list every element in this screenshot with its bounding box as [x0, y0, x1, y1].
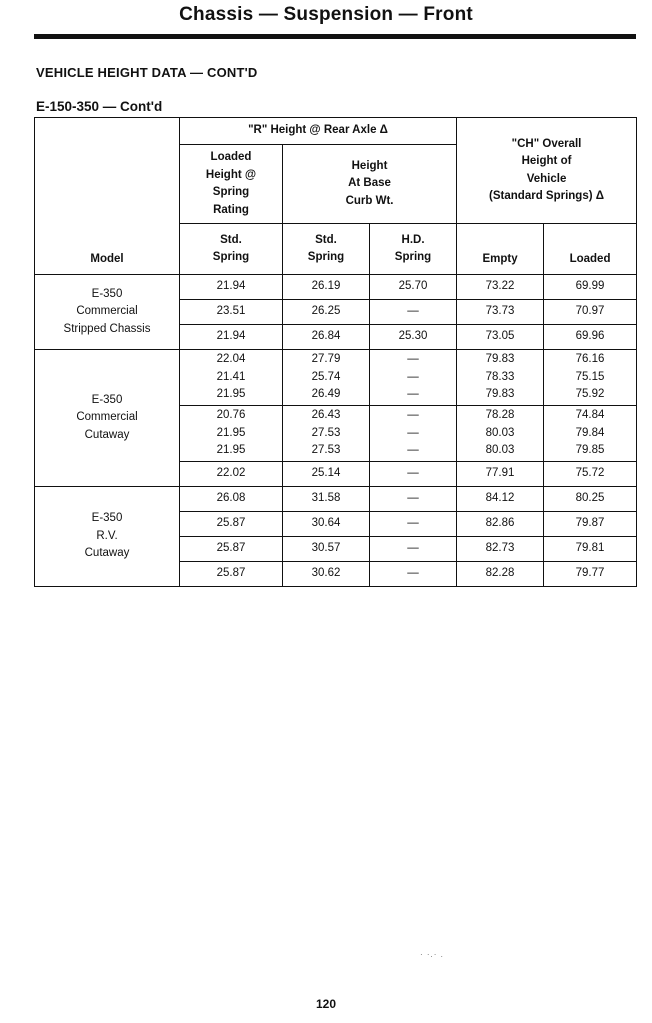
std-spring-2-cell — [283, 537, 370, 562]
text-line: 73.22 — [485, 280, 515, 293]
text-line: 79.83 — [485, 388, 515, 401]
text-line: — — [407, 567, 419, 580]
ch-empty-cell — [457, 350, 544, 406]
hd-spring-cell — [370, 350, 457, 406]
text-line: "CH" Overall — [511, 137, 582, 150]
text-line: 73.05 — [485, 330, 515, 343]
hd-spring-cell — [370, 300, 457, 325]
text-line: 69.99 — [575, 280, 605, 293]
ch-loaded-cell — [544, 487, 637, 512]
std-spring-2-cell — [283, 487, 370, 512]
text-line: — — [407, 370, 419, 383]
text-line: Stripped Chassis — [63, 322, 151, 335]
hd-spring-cell — [370, 512, 457, 537]
text-line: — — [407, 426, 419, 439]
text-line: E-350 — [91, 393, 123, 406]
text-line: 76.16 — [575, 353, 605, 366]
ch-loaded-cell — [544, 512, 637, 537]
ch-loaded-cell — [544, 275, 637, 300]
text-line: Vehicle — [526, 172, 567, 185]
sub-title: E-150-350 — Cont'd — [36, 99, 163, 114]
text-line: — — [407, 444, 419, 457]
text-line: — — [407, 409, 419, 422]
text-line: 70.97 — [575, 305, 605, 318]
text-line: — — [407, 542, 419, 555]
text-line: Height — [351, 159, 388, 172]
text-line: 82.73 — [485, 542, 515, 555]
text-line: 27.53 — [311, 444, 341, 457]
text-line: Rating — [213, 203, 249, 216]
std-spring-1-cell — [180, 300, 283, 325]
text-line: — — [407, 388, 419, 401]
std-spring-2-cell — [283, 275, 370, 300]
header-hd-spring — [370, 224, 457, 275]
text-line: Cutaway — [84, 547, 130, 560]
ch-loaded-cell — [544, 406, 637, 462]
hd-spring-cell — [370, 462, 457, 487]
ch-empty-cell — [457, 487, 544, 512]
text-line: 26.25 — [311, 305, 341, 318]
header-row-1 — [35, 118, 637, 145]
text-line: Commercial — [76, 305, 138, 318]
std-spring-2-cell — [283, 512, 370, 537]
ch-empty-cell — [457, 325, 544, 350]
text-line: 27.53 — [311, 426, 341, 439]
std-spring-1-cell — [180, 537, 283, 562]
text-line: 80.03 — [485, 426, 515, 439]
text-line: 25.87 — [216, 542, 246, 555]
text-line: 80.25 — [575, 492, 605, 505]
std-spring-1-cell — [180, 350, 283, 406]
text-line: Std. — [220, 233, 242, 246]
text-line: 78.33 — [485, 370, 515, 383]
std-spring-2-cell — [283, 350, 370, 406]
text-line: H.D. — [401, 233, 425, 246]
hd-spring-cell — [370, 487, 457, 512]
text-line: 74.84 — [575, 409, 605, 422]
text-line: 75.72 — [575, 467, 605, 480]
ch-empty-cell — [457, 406, 544, 462]
header-height-base — [283, 145, 457, 224]
text-line: Loaded — [210, 151, 252, 163]
text-line: Spring — [212, 251, 250, 263]
text-line: Spring — [212, 186, 250, 198]
text-line: 69.96 — [575, 330, 605, 343]
text-line: 79.83 — [485, 353, 515, 366]
header-model: Model — [35, 118, 180, 275]
ch-loaded-cell — [544, 325, 637, 350]
text-line: 21.95 — [216, 426, 246, 439]
text-line: 78.28 — [485, 409, 515, 422]
ch-loaded-cell — [544, 300, 637, 325]
text-line: Spring — [394, 251, 432, 263]
page-title: Chassis — Suspension — Front — [179, 4, 473, 25]
ch-empty-cell — [457, 300, 544, 325]
ch-loaded-cell — [544, 537, 637, 562]
text-line: Commercial — [76, 411, 138, 424]
vehicle-height-table — [34, 117, 637, 587]
std-spring-1-cell — [180, 512, 283, 537]
model-cell — [35, 350, 180, 487]
std-spring-2-cell — [283, 562, 370, 587]
section-title: VEHICLE HEIGHT DATA — CONT'D — [36, 65, 258, 80]
text-line: Cutaway — [84, 428, 130, 441]
std-spring-2-cell — [283, 406, 370, 462]
text-line: 77.91 — [485, 467, 515, 480]
model-cell — [35, 275, 180, 350]
text-line: E-350 — [91, 512, 123, 525]
header-std-spring-1 — [180, 224, 283, 275]
header-loaded-height — [180, 145, 283, 224]
std-spring-1-cell — [180, 406, 283, 462]
std-spring-2-cell — [283, 325, 370, 350]
text-line: (Standard Springs) Δ — [489, 190, 605, 202]
text-line: 22.02 — [216, 467, 246, 480]
text-line: 79.84 — [575, 426, 605, 439]
ch-empty-cell — [457, 537, 544, 562]
text-line: — — [407, 492, 419, 505]
text-line: 21.94 — [216, 280, 246, 293]
text-line: 21.95 — [216, 388, 246, 401]
text-line: 84.12 — [485, 492, 515, 505]
text-line: 25.87 — [216, 567, 246, 580]
hd-spring-cell — [370, 406, 457, 462]
text-line: At Base — [348, 177, 391, 190]
table-row — [35, 275, 637, 300]
text-line: R.V. — [96, 529, 118, 542]
text-line: Curb Wt. — [345, 194, 394, 207]
text-line: 79.77 — [575, 567, 605, 580]
text-line: Spring — [307, 251, 345, 263]
ch-loaded-cell — [544, 350, 637, 406]
ch-empty-cell — [457, 512, 544, 537]
text-line: Height @ — [205, 168, 257, 181]
text-line: 26.49 — [311, 388, 341, 401]
hd-spring-cell — [370, 537, 457, 562]
scan-specks: · ·.· . — [420, 950, 444, 959]
std-spring-1-cell — [180, 562, 283, 587]
page-number: 120 — [315, 997, 337, 1011]
ch-empty-cell — [457, 562, 544, 587]
header-empty: Empty — [457, 224, 544, 275]
text-line: 26.08 — [216, 492, 246, 505]
text-line: — — [407, 467, 419, 480]
text-line: 23.51 — [216, 305, 246, 318]
ch-empty-cell — [457, 462, 544, 487]
table-row — [35, 487, 637, 512]
header-loaded: Loaded — [544, 224, 637, 275]
ch-empty-cell — [457, 275, 544, 300]
title-rule — [34, 34, 636, 39]
header-ch-height — [457, 118, 637, 224]
text-line: 25.30 — [398, 330, 428, 343]
text-line: Height of — [521, 155, 572, 167]
table-row — [35, 350, 637, 406]
text-line: 30.64 — [311, 517, 341, 530]
text-line: Std. — [315, 233, 337, 246]
ch-loaded-cell — [544, 562, 637, 587]
ch-loaded-cell — [544, 462, 637, 487]
text-line: 25.74 — [311, 370, 341, 383]
text-line: 21.94 — [216, 330, 246, 343]
model-cell — [35, 487, 180, 587]
text-line: 22.04 — [216, 353, 246, 366]
std-spring-1-cell — [180, 325, 283, 350]
std-spring-2-cell — [283, 300, 370, 325]
header-r-height: "R" Height @ Rear Axle Δ — [180, 118, 457, 145]
text-line: 25.87 — [216, 517, 246, 530]
hd-spring-cell — [370, 325, 457, 350]
text-line: 26.19 — [311, 280, 341, 293]
hd-spring-cell — [370, 275, 457, 300]
text-line: 75.15 — [575, 370, 605, 383]
text-line: 82.86 — [485, 517, 515, 530]
text-line: 26.43 — [311, 409, 341, 422]
text-line: 75.92 — [575, 388, 605, 401]
text-line: 73.73 — [485, 305, 515, 318]
std-spring-2-cell — [283, 462, 370, 487]
text-line: 79.81 — [575, 542, 605, 555]
text-line: 26.84 — [311, 330, 341, 343]
text-line: 30.57 — [311, 542, 341, 555]
std-spring-1-cell — [180, 462, 283, 487]
table-body — [35, 118, 637, 587]
text-line: 30.62 — [311, 567, 341, 580]
text-line: — — [407, 353, 419, 366]
std-spring-1-cell — [180, 275, 283, 300]
text-line: 80.03 — [485, 444, 515, 457]
text-line: 20.76 — [216, 409, 246, 422]
text-line: E-350 — [91, 287, 123, 300]
hd-spring-cell — [370, 562, 457, 587]
text-line: 21.41 — [216, 370, 246, 383]
text-line: 25.70 — [398, 280, 428, 293]
text-line: — — [407, 517, 419, 530]
text-line: 21.95 — [216, 444, 246, 457]
text-line: 27.79 — [311, 353, 341, 366]
header-std-spring-2 — [283, 224, 370, 275]
text-line: 31.58 — [311, 492, 341, 505]
text-line: 82.28 — [485, 567, 515, 580]
text-line: — — [407, 305, 419, 318]
text-line: 79.87 — [575, 517, 605, 530]
text-line: 25.14 — [311, 467, 341, 480]
std-spring-1-cell — [180, 487, 283, 512]
text-line: 79.85 — [575, 444, 605, 457]
